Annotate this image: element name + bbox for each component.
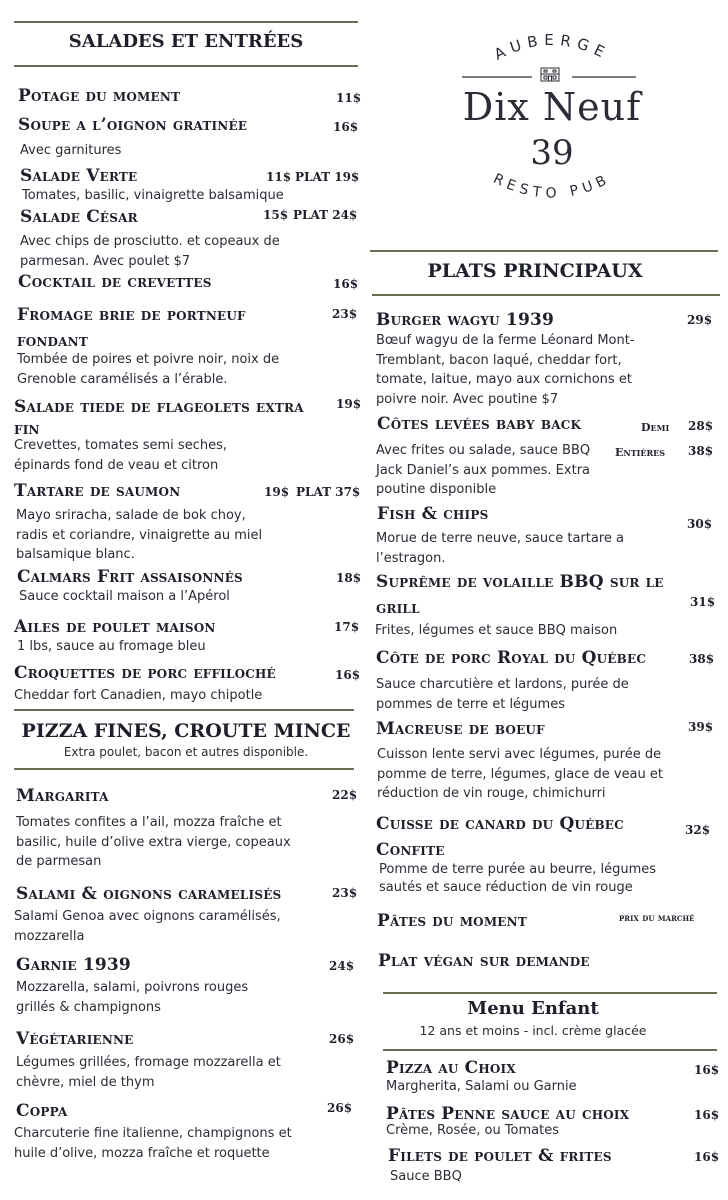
menu-item-desc: Cheddar fort Canadien, mayo chipotle (14, 688, 263, 703)
menu-item-name: Croquettes de porc effiloché (14, 663, 276, 683)
menu-item-price: 18$ (336, 571, 362, 585)
menu-item-name: Burger wagyu 1939 (376, 310, 555, 330)
menu-item-name: Végétarienne (16, 1029, 134, 1049)
menu-item-plat-price: PLAT 37$ (296, 485, 361, 499)
section-title-pizza: PIZZA FINES, CROUTE MINCE (21, 720, 351, 742)
divider (14, 709, 354, 711)
menu-item-desc: Légumes grillées, fromage mozzarella et chèvre, miel de thym (16, 1055, 281, 1090)
menu-item-desc: Tomates confites a l’ail, mozza fraîche et basilic, huile d’olive extra vierge, copeaux de parmesan (16, 815, 291, 869)
section-title-enfant: Menu Enfant (467, 998, 599, 1019)
menu-item-name: Soupe a l’oignon gratinée (18, 115, 248, 135)
menu-item-price: 23$ (332, 307, 358, 321)
menu-item-price: prix du marché (619, 913, 695, 924)
divider (383, 1049, 717, 1051)
divider (372, 294, 720, 296)
menu-item-size-label: Demi (641, 421, 670, 434)
menu-item-desc: Cuisson lente servi avec légumes, purée de pomme de terre, légumes, glace de veau et réduction de vin rouge, chimichurri (377, 747, 663, 801)
menu-item-price: 26$ (327, 1101, 353, 1115)
menu-item-desc: Tombée de poires et poivre noir, noix de Grenoble caramélisés a l’érable. (17, 352, 280, 387)
menu-item-name: Pâtes du moment (377, 911, 527, 931)
menu-item-name: Coppa (16, 1101, 68, 1121)
logo-arc-top: AUBERGE (491, 31, 613, 64)
menu-item-desc: Morue de terre neuve, sauce tartare a l’estragon. (376, 531, 624, 566)
menu-item-name: Côtes levées baby back (377, 414, 582, 434)
menu-item-desc: Pomme de terre purée au beurre, légumes sautés et sauce réduction de vin rouge (379, 862, 657, 895)
divider (14, 768, 354, 770)
menu-item-price: 28$ (688, 419, 714, 433)
logo-main: Dix Neuf (462, 85, 642, 129)
menu-item-name: Suprême de volaille BBQ sur le grill (376, 572, 664, 618)
menu-item-price: 16$ (333, 277, 359, 291)
menu-item-size-label: Entières (615, 446, 666, 459)
divider (14, 65, 358, 67)
menu-item-desc: Tomates, basilic, vinaigrette balsamique (22, 188, 284, 203)
menu-item-price: 19$ (336, 397, 362, 411)
menu-item-price: 22$ (332, 788, 358, 802)
section-subtitle-pizza: Extra poulet, bacon et autres disponible. (63, 745, 309, 759)
menu-item-desc: Crevettes, tomates semi seches, épinards fond de veau et citron (14, 438, 227, 473)
menu-item-price: 38$ (689, 652, 715, 666)
menu-item-price: 26$ (329, 1032, 355, 1046)
logo-number: 39 (530, 133, 574, 173)
menu-item-name: Salade tiede de flageolets extra fin (14, 397, 304, 439)
menu-item-name: Potage du moment (18, 86, 181, 106)
menu-item-price: 32$ (685, 823, 711, 837)
menu-item-price: 24$ (329, 959, 355, 973)
menu-item-price: 11$ (266, 170, 292, 184)
building-icon (541, 68, 559, 81)
menu-item-name: Calmars Frit assaisonnés (17, 567, 243, 587)
menu-item-price: 16$ (694, 1108, 720, 1122)
divider (14, 21, 358, 23)
menu-item-name: Cuisse de canard du Québec Confite (376, 814, 624, 860)
menu-item-desc: Crème, Rosée, ou Tomates (386, 1123, 560, 1138)
menu-item-name: Filets de poulet & frites (388, 1146, 612, 1166)
menu-item-price: 17$ (334, 620, 360, 634)
menu-item-price: 31$ (690, 595, 716, 609)
section-subtitle-enfant: 12 ans et moins - incl. crème glacée (419, 1023, 647, 1038)
menu-item-plat-price: PLAT 19$ (295, 170, 360, 184)
menu-item-desc: 1 lbs, sauce au fromage bleu (17, 639, 206, 654)
menu-item-price: 11$ (336, 91, 362, 105)
menu-item-desc: Avec chips de prosciutto. et copeaux de parmesan. Avec poulet $7 (20, 234, 280, 269)
menu-item-price: 15$ (263, 208, 289, 222)
menu-item-name: Fish & chips (377, 504, 489, 524)
menu-item-name: Pizza au Choix (386, 1058, 516, 1078)
menu-item-plat-price: PLAT 24$ (293, 208, 358, 222)
menu-item-price: 23$ (332, 886, 358, 900)
menu-item-name: Côte de porc Royal du Québec (376, 648, 647, 668)
menu-item-name: Ailes de poulet maison (14, 617, 216, 637)
menu-item-desc: Charcuterie fine italienne, champignons et huile d’olive, mozza fraîche et roquette (14, 1126, 292, 1161)
divider (370, 250, 718, 252)
section-title-plats: PLATS PRINCIPAUX (427, 260, 643, 282)
menu-item-name: Pâtes Penne sauce au choix (386, 1104, 630, 1124)
menu-item-desc: Bœuf wagyu de la ferme Léonard Mont-Tremblant, bacon laqué, cheddar fort, tomate, laitue, mayo aux cornichons et poivre noir. Avec poutine $7 (376, 333, 635, 407)
menu-item-name: Garnie 1939 (16, 955, 131, 975)
menu-item-price: 30$ (687, 517, 713, 531)
menu-item-price: 16$ (335, 668, 361, 682)
menu-item-desc: Frites, légumes et sauce BBQ maison (375, 623, 618, 638)
menu-item-desc: Salami Genoa avec oignons caramélisés, mozzarella (14, 909, 281, 944)
menu-item-desc: Mayo sriracha, salade de bok choy, radis et coriandre, vinaigrette au miel balsamique blanc. (16, 508, 263, 562)
menu-item-desc: Avec frites ou salade, sauce BBQ Jack Daniel’s aux pommes. Extra poutine disponible (376, 443, 591, 497)
menu-item-price: 19$ (264, 485, 290, 499)
menu-item-name: Salade Verte (20, 166, 138, 186)
menu-item-desc: Sauce cocktail maison a l’Apérol (19, 589, 230, 604)
menu-item-price: 16$ (333, 120, 359, 134)
menu-item-desc: Sauce charcutière et lardons, purée de pommes de terre et légumes (376, 677, 629, 712)
menu-item-name: Plat végan sur demande (378, 951, 590, 971)
menu-item-desc: Margherita, Salami ou Garnie (386, 1079, 577, 1094)
menu-item-name: Salami & oignons caramelisés (16, 884, 282, 904)
divider (383, 992, 717, 994)
menu-item-price: 16$ (694, 1063, 720, 1077)
menu-item-price: 29$ (687, 313, 713, 327)
menu-item-price: 38$ (688, 444, 714, 458)
logo-arc-bottom: RESTO PUB (490, 170, 614, 202)
menu-item-name: Tartare de saumon (14, 481, 181, 501)
menu-item-desc: Avec garnitures (20, 143, 122, 158)
menu-item-name: Macreuse de boeuf (376, 719, 545, 739)
menu-item-price: 16$ (694, 1150, 720, 1164)
menu-item-name: Cocktail de crevettes (18, 272, 212, 292)
menu-item-desc: Mozzarella, salami, poivrons rouges grillés & champignons (16, 980, 249, 1015)
menu-item-name: Fromage brie de portneuf fondant (17, 305, 246, 351)
menu-item-name: Margarita (16, 786, 109, 806)
section-title-salades: SALADES ET ENTRÉES (68, 31, 304, 52)
menu-item-price: 39$ (688, 720, 714, 734)
menu-item-desc: Sauce BBQ (390, 1169, 462, 1184)
menu-item-name: Salade César (20, 207, 138, 227)
